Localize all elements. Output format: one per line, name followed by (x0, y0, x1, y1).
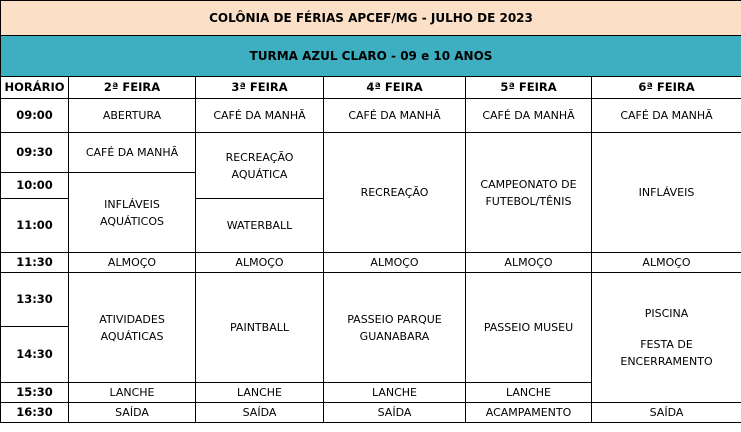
activity-cell: ATIVIDADES AQUÁTICAS (69, 273, 196, 383)
activity-cell: INFLÁVEIS (592, 133, 741, 253)
festa-label: FESTA DE ENCERRAMENTO (620, 338, 713, 368)
column-header-thursday: 5ª FEIRA (466, 77, 592, 99)
time-cell: 14:30 (1, 327, 69, 383)
class-title: TURMA AZUL CLARO - 09 e 10 ANOS (1, 36, 741, 77)
activity-cell: CAFÉ DA MANHÃ (592, 99, 741, 133)
time-cell: 15:30 (1, 383, 69, 403)
column-header-time: HORÁRIO (1, 77, 69, 99)
time-cell: 16:30 (1, 403, 69, 423)
activity-cell: RECREAÇÃO AQUÁTICA (196, 133, 324, 199)
activity-cell: ALMOÇO (324, 253, 466, 273)
activity-cell: ALMOÇO (196, 253, 324, 273)
activity-cell: SAÍDA (592, 403, 741, 423)
activity-cell: INFLÁVEIS AQUÁTICOS (69, 173, 196, 253)
activity-cell: ALMOÇO (466, 253, 592, 273)
activity-cell: CAFÉ DA MANHÃ (466, 99, 592, 133)
activity-cell: ALMOÇO (592, 253, 741, 273)
time-cell: 09:00 (1, 99, 69, 133)
time-cell: 13:30 (1, 273, 69, 327)
activity-cell: CAFÉ DA MANHÃ (69, 133, 196, 173)
activity-cell (592, 273, 741, 403)
activity-cell: LANCHE (196, 383, 324, 403)
column-header-friday: 6ª FEIRA (592, 77, 741, 99)
activity-cell: RECREAÇÃO (324, 133, 466, 253)
page-title: COLÔNIA DE FÉRIAS APCEF/MG - JULHO DE 2023 (1, 1, 741, 36)
activity-cell: LANCHE (324, 383, 466, 403)
activity-cell: PASSEIO PARQUE GUANABARA (324, 273, 466, 383)
column-header-wednesday: 4ª FEIRA (324, 77, 466, 99)
piscina-label: PISCINA (644, 307, 689, 320)
activity-cell: PAINTBALL (196, 273, 324, 383)
activity-cell: SAÍDA (324, 403, 466, 423)
time-cell: 11:30 (1, 253, 69, 273)
activity-cell: CAMPEONATO DE FUTEBOL/TÊNIS (466, 133, 592, 253)
time-cell: 10:00 (1, 173, 69, 199)
activity-cell: LANCHE (69, 383, 196, 403)
time-cell: 09:30 (1, 133, 69, 173)
activity-cell: PASSEIO MUSEU (466, 273, 592, 383)
activity-cell: ALMOÇO (69, 253, 196, 273)
column-header-tuesday: 3ª FEIRA (196, 77, 324, 99)
activity-cell: ACAMPAMENTO (466, 403, 592, 423)
activity-cell: SAÍDA (69, 403, 196, 423)
time-cell: 11:00 (1, 199, 69, 253)
activity-cell: CAFÉ DA MANHÃ (196, 99, 324, 133)
activity-cell: ABERTURA (69, 99, 196, 133)
column-header-monday: 2ª FEIRA (69, 77, 196, 99)
activity-cell: WATERBALL (196, 199, 324, 253)
activity-cell: CAFÉ DA MANHÃ (324, 99, 466, 133)
activity-cell: LANCHE (466, 383, 592, 403)
activity-cell: SAÍDA (196, 403, 324, 423)
